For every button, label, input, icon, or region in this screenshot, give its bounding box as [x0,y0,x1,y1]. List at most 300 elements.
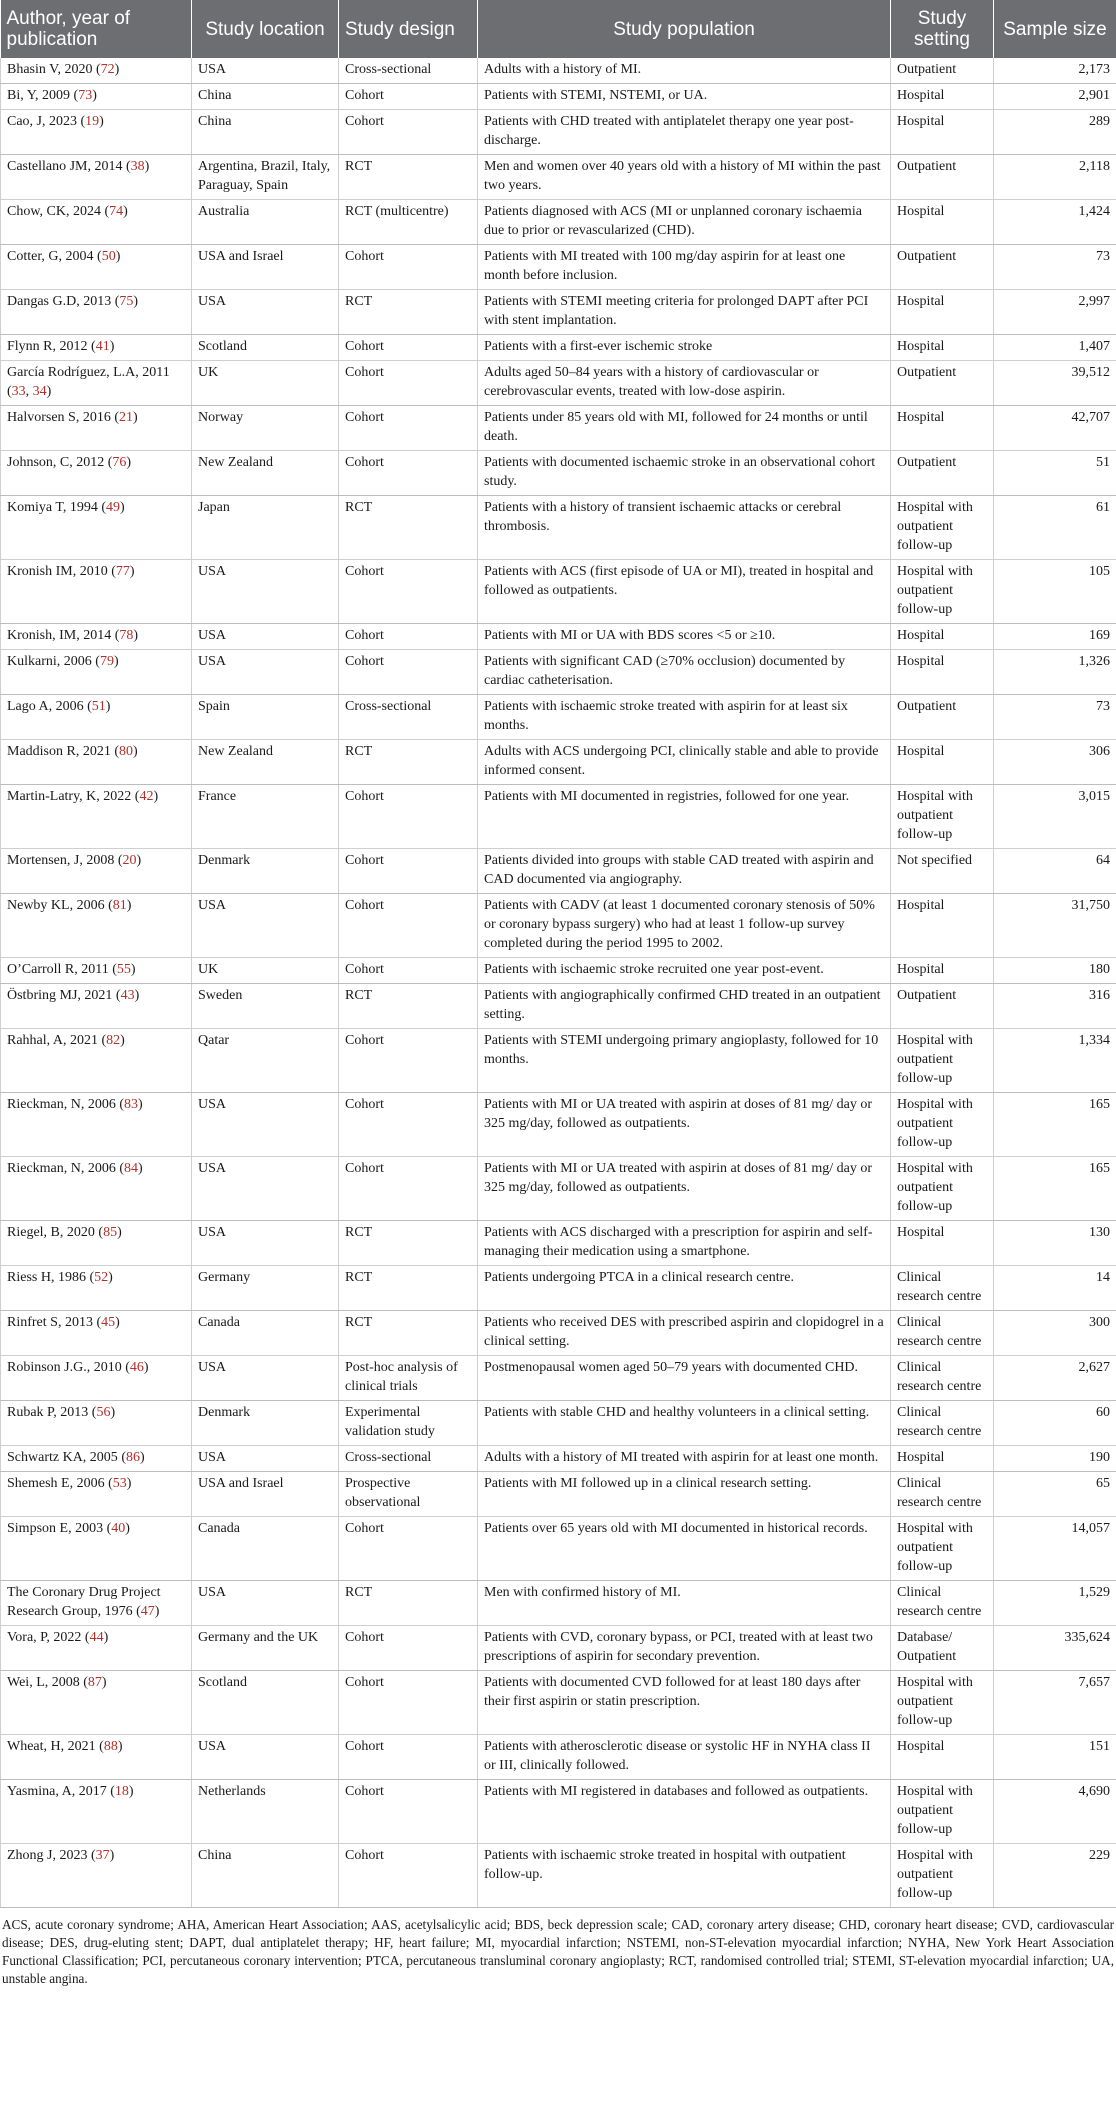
table-row [1,1626,1116,1671]
cell-design: Cohort [339,1671,478,1735]
cell-population: Patients with MI or UA with BDS scores <5 or ≥10. [478,624,891,650]
cell-design: Cohort [339,650,478,695]
cell-design: RCT [339,1311,478,1356]
cell-sample-size: 300 [994,1311,1116,1356]
reference-link[interactable]: 46 [129,1360,144,1375]
cell-author: Rieckman, N, 2006 (84) [1,1157,192,1221]
cell-setting: Outpatient [891,984,994,1029]
table-row [1,58,1116,84]
cell-sample-size: 2,118 [994,155,1116,200]
cell-author: Chow, CK, 2024 (74) [1,200,192,245]
cell-design: Cross-sectional [339,695,478,740]
cell-sample-size: 2,901 [994,84,1116,110]
cell-author: Castellano JM, 2014 (38) [1,155,192,200]
cell-author: Wei, L, 2008 (87) [1,1671,192,1735]
cell-location: USA [192,624,339,650]
cell-author: Östbring MJ, 2021 (43) [1,984,192,1029]
table-row [1,406,1116,451]
cell-location: Canada [192,1311,339,1356]
cell-location: USA [192,58,339,84]
cell-location: USA [192,1735,339,1780]
cell-author: Schwartz KA, 2005 (86) [1,1446,192,1472]
table-row [1,984,1116,1029]
header-population: Study population [478,0,891,58]
reference-link[interactable]: 56 [96,1405,111,1420]
cell-design: Cohort [339,1029,478,1093]
reference-link[interactable]: 42 [139,789,154,804]
reference-link[interactable]: 86 [125,1450,140,1465]
reference-link[interactable]: 87 [87,1675,102,1690]
cell-population: Patients with MI or UA treated with aspirin at doses of 81 mg/ day or 325 mg/day, followed as outpatients. [478,1093,891,1157]
table-row [1,496,1116,560]
table-row [1,110,1116,155]
reference-link[interactable]: 84 [124,1161,139,1176]
cell-location: USA [192,1221,339,1266]
cell-sample-size: 1,424 [994,200,1116,245]
cell-location: USA [192,650,339,695]
cell-sample-size: 169 [994,624,1116,650]
cell-location: USA [192,1446,339,1472]
cell-sample-size: 60 [994,1401,1116,1446]
cell-location: Sweden [192,984,339,1029]
author-text: Komiya T, 1994 [7,500,98,515]
cell-setting: Hospital with outpatient follow-up [891,1844,994,1908]
cell-population: Patients with documented ischaemic stroke in an observational cohort study. [478,451,891,496]
cell-design: Post-hoc analysis of clinical trials [339,1356,478,1401]
cell-design: Cohort [339,785,478,849]
table-row [1,1401,1116,1446]
cell-population: Adults with a history of MI. [478,58,891,84]
reference-link[interactable]: 51 [91,699,106,714]
cell-sample-size: 190 [994,1446,1116,1472]
cell-setting: Hospital [891,200,994,245]
cell-population: Patients with MI registered in databases and followed as outpatients. [478,1780,891,1844]
cell-population: Patients with a history of transient ischaemic attacks or cerebral thrombosis. [478,496,891,560]
cell-sample-size: 73 [994,695,1116,740]
table-row [1,361,1116,406]
cell-author: Bhasin V, 2020 (72) [1,58,192,84]
table-row [1,1157,1116,1221]
cell-population: Patients with atherosclerotic disease or systolic HF in NYHA class II or III, clinically followed. [478,1735,891,1780]
cell-location: USA [192,1581,339,1626]
cell-location: Germany and the UK [192,1626,339,1671]
table-row [1,290,1116,335]
table-row [1,849,1116,894]
cell-author: Zhong J, 2023 (37) [1,1844,192,1908]
cell-design: Prospective observational [339,1472,478,1517]
cell-author: Komiya T, 1994 (49) [1,496,192,560]
cell-design: RCT [339,984,478,1029]
cell-setting: Hospital [891,406,994,451]
cell-design: Cohort [339,958,478,984]
table-row [1,740,1116,785]
author-text: Schwartz KA, 2005 [7,1450,118,1465]
header-setting: Study setting [891,0,994,58]
table-row [1,335,1116,361]
reference-link[interactable]: 81 [112,898,127,913]
reference-link[interactable]: 85 [103,1225,118,1240]
cell-design: Cohort [339,1517,478,1581]
cell-design: RCT [339,1221,478,1266]
cell-population: Patients with stable CHD and healthy volunteers in a clinical setting. [478,1401,891,1446]
reference-link[interactable]: 38 [130,159,145,174]
table-row [1,200,1116,245]
cell-sample-size: 3,015 [994,785,1116,849]
cell-sample-size: 65 [994,1472,1116,1517]
cell-design: RCT [339,155,478,200]
cell-location: UK [192,361,339,406]
cell-sample-size: 1,334 [994,1029,1116,1093]
table-header [1,0,1116,58]
cell-setting: Clinical research centre [891,1311,994,1356]
cell-author: Kronish IM, 2010 (77) [1,560,192,624]
cell-author: Rubak P, 2013 (56) [1,1401,192,1446]
cell-design: Cohort [339,110,478,155]
cell-author: Yasmina, A, 2017 (18) [1,1780,192,1844]
cell-location: Norway [192,406,339,451]
header-sample-size: Sample size [994,0,1116,58]
cell-design: Cohort [339,406,478,451]
cell-location: USA [192,290,339,335]
cell-author: O’Carroll R, 2011 (55) [1,958,192,984]
cell-setting: Hospital with outpatient follow-up [891,1780,994,1844]
cell-author: Cao, J, 2023 (19) [1,110,192,155]
cell-author: Rahhal, A, 2021 (82) [1,1029,192,1093]
cell-setting: Hospital with outpatient follow-up [891,785,994,849]
cell-author: Kronish, IM, 2014 (78) [1,624,192,650]
table-row [1,155,1116,200]
cell-setting: Hospital [891,624,994,650]
reference-link[interactable]: 34 [32,384,47,399]
table-row [1,1517,1116,1581]
table-row [1,245,1116,290]
cell-setting: Outpatient [891,695,994,740]
cell-sample-size: 73 [994,245,1116,290]
cell-setting: Hospital with outpatient follow-up [891,1093,994,1157]
author-text: Kulkarni, 2006 [7,654,92,669]
author-text: Riegel, B, 2020 [7,1225,95,1240]
cell-setting: Hospital with outpatient follow-up [891,496,994,560]
cell-design: Cohort [339,1735,478,1780]
author-text: Wei, L, 2008 [7,1675,80,1690]
cell-author: Vora, P, 2022 (44) [1,1626,192,1671]
cell-location: Qatar [192,1029,339,1093]
table-row [1,1446,1116,1472]
cell-author: Mortensen, J, 2008 (20) [1,849,192,894]
reference-link[interactable]: 74 [109,204,124,219]
cell-design: RCT [339,1581,478,1626]
cell-sample-size: 2,173 [994,58,1116,84]
reference-link[interactable]: 18 [114,1784,129,1799]
cell-location: France [192,785,339,849]
reference-link[interactable]: 55 [116,962,131,977]
cell-design: Cohort [339,84,478,110]
table-row [1,1266,1116,1311]
reference-link[interactable]: 20 [122,853,137,868]
cell-setting: Outpatient [891,155,994,200]
author-text: Kronish IM, 2010 [7,564,108,579]
cell-population: Patients with a first-ever ischemic stroke [478,335,891,361]
table-body [1,58,1116,1908]
cell-population: Patients with MI or UA treated with aspirin at doses of 81 mg/ day or 325 mg/day, followed as outpatients. [478,1157,891,1221]
cell-design: Cohort [339,894,478,958]
cell-design: Cohort [339,1093,478,1157]
cell-setting: Hospital [891,110,994,155]
cell-population: Patients divided into groups with stable CAD treated with aspirin and CAD documented via angiography. [478,849,891,894]
reference-link[interactable]: 37 [95,1848,110,1863]
cell-population: Patients with ischaemic stroke treated with aspirin for at least six months. [478,695,891,740]
reference-link[interactable]: 47 [140,1604,155,1619]
cell-author: Newby KL, 2006 (81) [1,894,192,958]
cell-location: Spain [192,695,339,740]
cell-population: Patients with ischaemic stroke recruited one year post-event. [478,958,891,984]
cell-setting: Clinical research centre [891,1472,994,1517]
author-text: Rubak P, 2013 [7,1405,89,1420]
reference-link[interactable]: 44 [89,1630,104,1645]
cell-setting: Outpatient [891,451,994,496]
cell-design: Cohort [339,1626,478,1671]
cell-population: Patients with STEMI meeting criteria for prolonged DAPT after PCI with stent implantation. [478,290,891,335]
cell-setting: Clinical research centre [891,1581,994,1626]
reference-link[interactable]: 73 [78,88,93,103]
cell-sample-size: 42,707 [994,406,1116,451]
cell-population: Patients under 85 years old with MI, followed for 24 months or until death. [478,406,891,451]
cell-sample-size: 14,057 [994,1517,1116,1581]
reference-link[interactable]: 52 [94,1270,109,1285]
cell-sample-size: 51 [994,451,1116,496]
cell-sample-size: 316 [994,984,1116,1029]
cell-author: Robinson J.G., 2010 (46) [1,1356,192,1401]
cell-location: Scotland [192,1671,339,1735]
cell-population: Patients with ACS (first episode of UA or MI), treated in hospital and followed as outpatients. [478,560,891,624]
author-text: Wheat, H, 2021 [7,1739,96,1754]
cell-author: Maddison R, 2021 (80) [1,740,192,785]
reference-link[interactable]: 88 [103,1739,118,1754]
reference-link[interactable]: 33 [11,384,26,399]
reference-link[interactable]: 50 [101,249,116,264]
cell-location: Germany [192,1266,339,1311]
cell-design: Cohort [339,1844,478,1908]
table-row [1,1671,1116,1735]
cell-author: Rieckman, N, 2006 (83) [1,1093,192,1157]
cell-population: Patients with MI followed up in a clinical research setting. [478,1472,891,1517]
cell-population: Patients with STEMI undergoing primary angioplasty, followed for 10 months. [478,1029,891,1093]
cell-author: Flynn R, 2012 (41) [1,335,192,361]
reference-link[interactable]: 83 [124,1097,139,1112]
reference-link[interactable]: 78 [119,628,134,643]
table-row [1,1221,1116,1266]
reference-link[interactable]: 75 [119,294,134,309]
cell-sample-size: 1,326 [994,650,1116,695]
table-row [1,1581,1116,1626]
table-row [1,624,1116,650]
cell-author: Lago A, 2006 (51) [1,695,192,740]
table-row [1,1780,1116,1844]
cell-population: Patients over 65 years old with MI documented in historical records. [478,1517,891,1581]
author-text: García Rodríguez, L.A, 2011 [7,365,170,380]
reference-link[interactable]: 72 [100,62,115,77]
cell-author: Simpson E, 2003 (40) [1,1517,192,1581]
cell-setting: Hospital [891,958,994,984]
cell-design: RCT (multicentre) [339,200,478,245]
cell-setting: Hospital [891,84,994,110]
cell-setting: Hospital with outpatient follow-up [891,560,994,624]
author-text: Vora, P, 2022 [7,1630,82,1645]
reference-link[interactable]: 21 [119,410,133,425]
cell-author: Riegel, B, 2020 (85) [1,1221,192,1266]
cell-author: García Rodríguez, L.A, 2011 (33, 34) [1,361,192,406]
cell-population: Patients undergoing PTCA in a clinical research centre. [478,1266,891,1311]
cell-setting: Hospital [891,894,994,958]
table-row [1,1844,1116,1908]
cell-location: New Zealand [192,740,339,785]
table-row [1,695,1116,740]
reference-link[interactable]: 45 [101,1315,116,1330]
cell-author: Martin-Latry, K, 2022 (42) [1,785,192,849]
cell-setting: Hospital [891,1446,994,1472]
reference-link[interactable]: 43 [120,988,135,1003]
cell-sample-size: 105 [994,560,1116,624]
cell-population: Patients with angiographically confirmed CHD treated in an outpatient setting. [478,984,891,1029]
cell-author: Johnson, C, 2012 (76) [1,451,192,496]
reference-link[interactable]: 79 [99,654,114,669]
cell-design: Cohort [339,335,478,361]
cell-setting: Hospital [891,290,994,335]
reference-link[interactable]: 19 [85,114,100,129]
author-text: Cotter, G, 2004 [7,249,94,264]
author-text: Rahhal, A, 2021 [7,1033,98,1048]
cell-population: Patients who received DES with prescribed aspirin and clopidogrel in a clinical setting. [478,1311,891,1356]
cell-setting: Hospital [891,650,994,695]
cell-author: Kulkarni, 2006 (79) [1,650,192,695]
cell-population: Patients with MI documented in registries, followed for one year. [478,785,891,849]
cell-setting: Hospital [891,740,994,785]
cell-sample-size: 165 [994,1157,1116,1221]
author-text: Bhasin V, 2020 [7,62,93,77]
author-text: Robinson J.G., 2010 [7,1360,122,1375]
reference-link[interactable]: 80 [119,744,134,759]
header-location: Study location [192,0,339,58]
cell-setting: Outpatient [891,245,994,290]
cell-author: Halvorsen S, 2016 (21) [1,406,192,451]
cell-sample-size: 229 [994,1844,1116,1908]
author-text: Shemesh E, 2006 [7,1476,105,1491]
cell-setting: Not specified [891,849,994,894]
table-row [1,1472,1116,1517]
cell-author: Dangas G.D, 2013 (75) [1,290,192,335]
author-text: Dangas G.D, 2013 [7,294,112,309]
cell-design: RCT [339,496,478,560]
author-text: Yasmina, A, 2017 [7,1784,107,1799]
cell-sample-size: 7,657 [994,1671,1116,1735]
author-text: Lago A, 2006 [7,699,84,714]
cell-sample-size: 2,627 [994,1356,1116,1401]
cell-author: Riess H, 1986 (52) [1,1266,192,1311]
cell-sample-size: 39,512 [994,361,1116,406]
cell-sample-size: 64 [994,849,1116,894]
cell-setting: Outpatient [891,361,994,406]
cell-location: USA and Israel [192,245,339,290]
author-text: Cao, J, 2023 [7,114,77,129]
author-text: Mortensen, J, 2008 [7,853,115,868]
reference-link[interactable]: 49 [106,500,121,515]
reference-link[interactable]: 41 [95,339,110,354]
cell-population: Men and women over 40 years old with a history of MI within the past two years. [478,155,891,200]
cell-population: Patients with CVD, coronary bypass, or PCI, treated with at least two prescriptions of aspirin for secondary prevention. [478,1626,891,1671]
cell-design: Cohort [339,361,478,406]
reference-link[interactable]: 77 [115,564,130,579]
cell-design: Cohort [339,624,478,650]
cell-design: Cohort [339,849,478,894]
cell-sample-size: 1,529 [994,1581,1116,1626]
cell-location: USA [192,1157,339,1221]
cell-sample-size: 335,624 [994,1626,1116,1671]
table-row [1,958,1116,984]
cell-author: Shemesh E, 2006 (53) [1,1472,192,1517]
cell-sample-size: 14 [994,1266,1116,1311]
cell-setting: Clinical research centre [891,1266,994,1311]
cell-sample-size: 306 [994,740,1116,785]
cell-setting: Hospital with outpatient follow-up [891,1671,994,1735]
cell-location: Netherlands [192,1780,339,1844]
cell-sample-size: 165 [994,1093,1116,1157]
cell-population: Patients with documented CVD followed for at least 180 days after their first aspirin or statin prescription. [478,1671,891,1735]
cell-population: Men with confirmed history of MI. [478,1581,891,1626]
author-text: Rinfret S, 2013 [7,1315,93,1330]
cell-sample-size: 4,690 [994,1780,1116,1844]
cell-setting: Hospital [891,1735,994,1780]
cell-population: Patients diagnosed with ACS (MI or unplanned coronary ischaemia due to prior or revascularized (CHD). [478,200,891,245]
cell-sample-size: 151 [994,1735,1116,1780]
author-text: O’Carroll R, 2011 [7,962,109,977]
cell-location: UK [192,958,339,984]
table-footnote: ACS, acute coronary syndrome; AHA, American Heart Association; AAS, acetylsalicylic acid; BDS, beck depression scale; CAD, coronary artery disease; CHD, coronary heart disease; CVD, cardiovascular disease; DES, drug-eluting stent; DAPT, dual antiplatelet therapy; HF, heart failure; MI, myocardial infarction; NSTEMI, non-ST-elevation myocardial infarction; NYHA, New York Heart Association Functional Classification; PCI, percutaneous coronary intervention; PTCA, percutaneous transluminal coronary angioplasty; RCT, randomised controlled trial; STEMI, ST-elevation myocardial infarction; UA, unstable angina. [2,1917,1114,1986]
cell-sample-size: 1,407 [994,335,1116,361]
cell-design: RCT [339,1266,478,1311]
cell-design: Cohort [339,451,478,496]
cell-location: Denmark [192,849,339,894]
cell-location: Argentina, Brazil, Italy, Paraguay, Spain [192,155,339,200]
cell-sample-size: 180 [994,958,1116,984]
cell-population: Adults aged 50–84 years with a history of cardiovascular or cerebrovascular events, treated with low-dose aspirin. [478,361,891,406]
cell-design: Cohort [339,1157,478,1221]
table-row [1,1735,1116,1780]
reference-link[interactable]: 76 [112,455,127,470]
reference-link[interactable]: 40 [111,1521,126,1536]
table-row [1,560,1116,624]
author-text: Chow, CK, 2024 [7,204,101,219]
author-text: Östbring MJ, 2021 [7,988,113,1003]
cell-design: Cross-sectional [339,1446,478,1472]
cell-author: Bi, Y, 2009 (73) [1,84,192,110]
cell-setting: Outpatient [891,58,994,84]
cell-population: Patients with CHD treated with antiplatelet therapy one year post-discharge. [478,110,891,155]
cell-author: Wheat, H, 2021 (88) [1,1735,192,1780]
author-text: Maddison R, 2021 [7,744,111,759]
reference-link[interactable]: 53 [112,1476,127,1491]
cell-location: Denmark [192,1401,339,1446]
cell-location: Canada [192,1517,339,1581]
cell-population: Adults with ACS undergoing PCI, clinically stable and able to provide informed consent. [478,740,891,785]
cell-population: Patients with CADV (at least 1 documented coronary stenosis of 50% or coronary bypass surgery) who had at least 1 follow-up survey completed during the period 1995 to 2002. [478,894,891,958]
cell-design: Experimental validation study [339,1401,478,1446]
cell-population: Postmenopausal women aged 50–79 years with documented CHD. [478,1356,891,1401]
cell-design: Cohort [339,1780,478,1844]
cell-sample-size: 130 [994,1221,1116,1266]
author-text: Riess H, 1986 [7,1270,86,1285]
reference-link[interactable]: 82 [106,1033,121,1048]
cell-population: Patients with significant CAD (≥70% occlusion) documented by cardiac catheterisation. [478,650,891,695]
